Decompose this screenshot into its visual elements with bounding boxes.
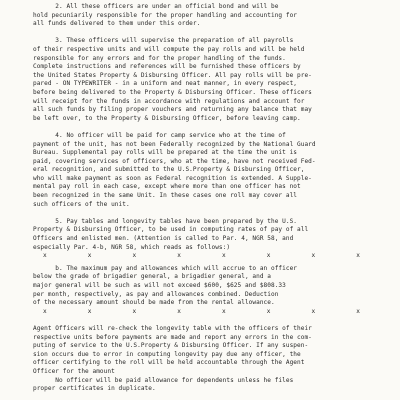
text-line: mental pay roll in each case, except where more than one officer has not [33,183,301,191]
text-line: especially Par. 4-b, NGR 58, which reads as follows:) [33,243,231,251]
separator-mark: x [87,252,92,260]
separator-top [33,252,370,261]
text-line: payment of the unit, has not been Federally recognized by the National Guard [33,140,316,148]
text-line: will receipt for the funds in accordance with regulations and account for [33,97,305,105]
text-line: proper certificates in duplicate. [33,385,156,393]
text-line: sion occurs due to error in computing longevity pay due any officer, the [33,350,301,358]
separator-mark: x [356,307,360,315]
separator-mark: x [222,307,226,315]
text-line: Officer for the amount [33,367,115,375]
separator-mark: x [222,252,226,260]
text-line: such officers of the unit. [33,200,130,208]
text-line: of their respective units and will compute the pay rolls and will be held [33,45,305,53]
paragraph-5 [33,218,370,252]
text-line: major general will be such as will not exceed $600, $625 and $808.33 [33,282,286,289]
separator-mark: x [177,307,181,315]
text-line: pared - ON TYPEWRITER - in a uniform and neat manner, in every respect, [33,80,298,88]
text-line: below the grade of brigadier general, a brigadier general, and a [33,273,271,281]
text-line: Property & Disbursing Officer, to be used in computing rates of pay of all [33,226,309,234]
text-line: 2. All these officers are under an official bond and will be [33,3,279,10]
text-line: before being delivered to the Property & Disbursing Officer. These officers [33,88,312,96]
text-line: who will make payment as soon as Federal recognition is extended. A Supple- [33,174,312,182]
text-line: 3. These officers will supervise the preparation of all payrolls [33,37,294,45]
text-line: be left over, to the Property & Disbursing Officer, before leaving camp. [33,114,301,122]
separator-mark: x [311,307,316,315]
text-line: eral recognition, and submitted to the U.S.Property & Disbursing Officer, [33,166,305,174]
separator-bottom [33,308,370,317]
text-line: officer certifying to the roll will be held accountable through the Agent [33,359,305,367]
text-line: 4. No officer will be paid for camp service who at the time of [33,131,286,139]
separator-mark: x [356,252,360,260]
text-line: hold pecuniarily responsible for the proper handling and accounting for [33,11,298,19]
separator-mark: x [87,307,92,315]
text-line: b. The maximum pay and allowances which will accrue to an officer [33,264,298,272]
separator-mark: x [43,252,47,260]
paragraph-quoted [33,265,370,308]
text-line: Officers and enlisted men. (Attention is called to Par. 4, NGR 58, and [33,235,294,243]
separator-mark: x [132,307,137,315]
text-line: been recognized in the same Unit. In these cases one roll may cover all [33,192,298,200]
text-line: puting of service to the U.S.Property & Disbursing Officer. If any suspen- [33,342,309,350]
text-line: all such funds by filing proper vouchers and returning any balance that may [33,106,312,114]
paragraph-4 [33,132,370,209]
separator-mark: x [177,252,181,260]
text-line: paid, covering services of officers, who at the time, have not received Fed- [33,157,316,165]
text-line: of the necessary amount should be made from the rental allowance. [33,299,275,307]
text-line: all funds delivered to them under this order. [33,20,201,28]
paragraph-3 [33,37,370,123]
text-line: per month, respectively, as pay and allowances combined. Deduction [33,290,279,298]
paragraph-2 [33,3,370,29]
separator-mark: x [43,307,47,315]
text-line: Agent Officers will re-check the longevity table with the officers of their [33,324,312,332]
text-line: Complete instructions and references will be furnished these officers by [33,63,301,71]
separator-mark: x [132,252,137,260]
separator-mark: x [266,307,271,315]
text-line: No officer will be paid allowance for dependents unless he files [33,376,294,384]
paragraph-agent-officers [33,325,370,394]
text-line: responsible for any errors and for the proper handling of the funds. [33,54,286,62]
text-line: Bureau. Supplemental pay rolls will be prepared at the time the unit is [33,149,298,157]
separator-mark: x [311,252,316,260]
text-line: 5. Pay tables and longevity tables have been prepared by the U.S. [33,217,298,225]
separator-mark: x [266,252,271,260]
text-line: the United States Property & Disbursing Officer. All pay rolls will be pre- [33,71,312,79]
text-line: respective units before payments are made and report any errors in the com- [33,333,312,341]
